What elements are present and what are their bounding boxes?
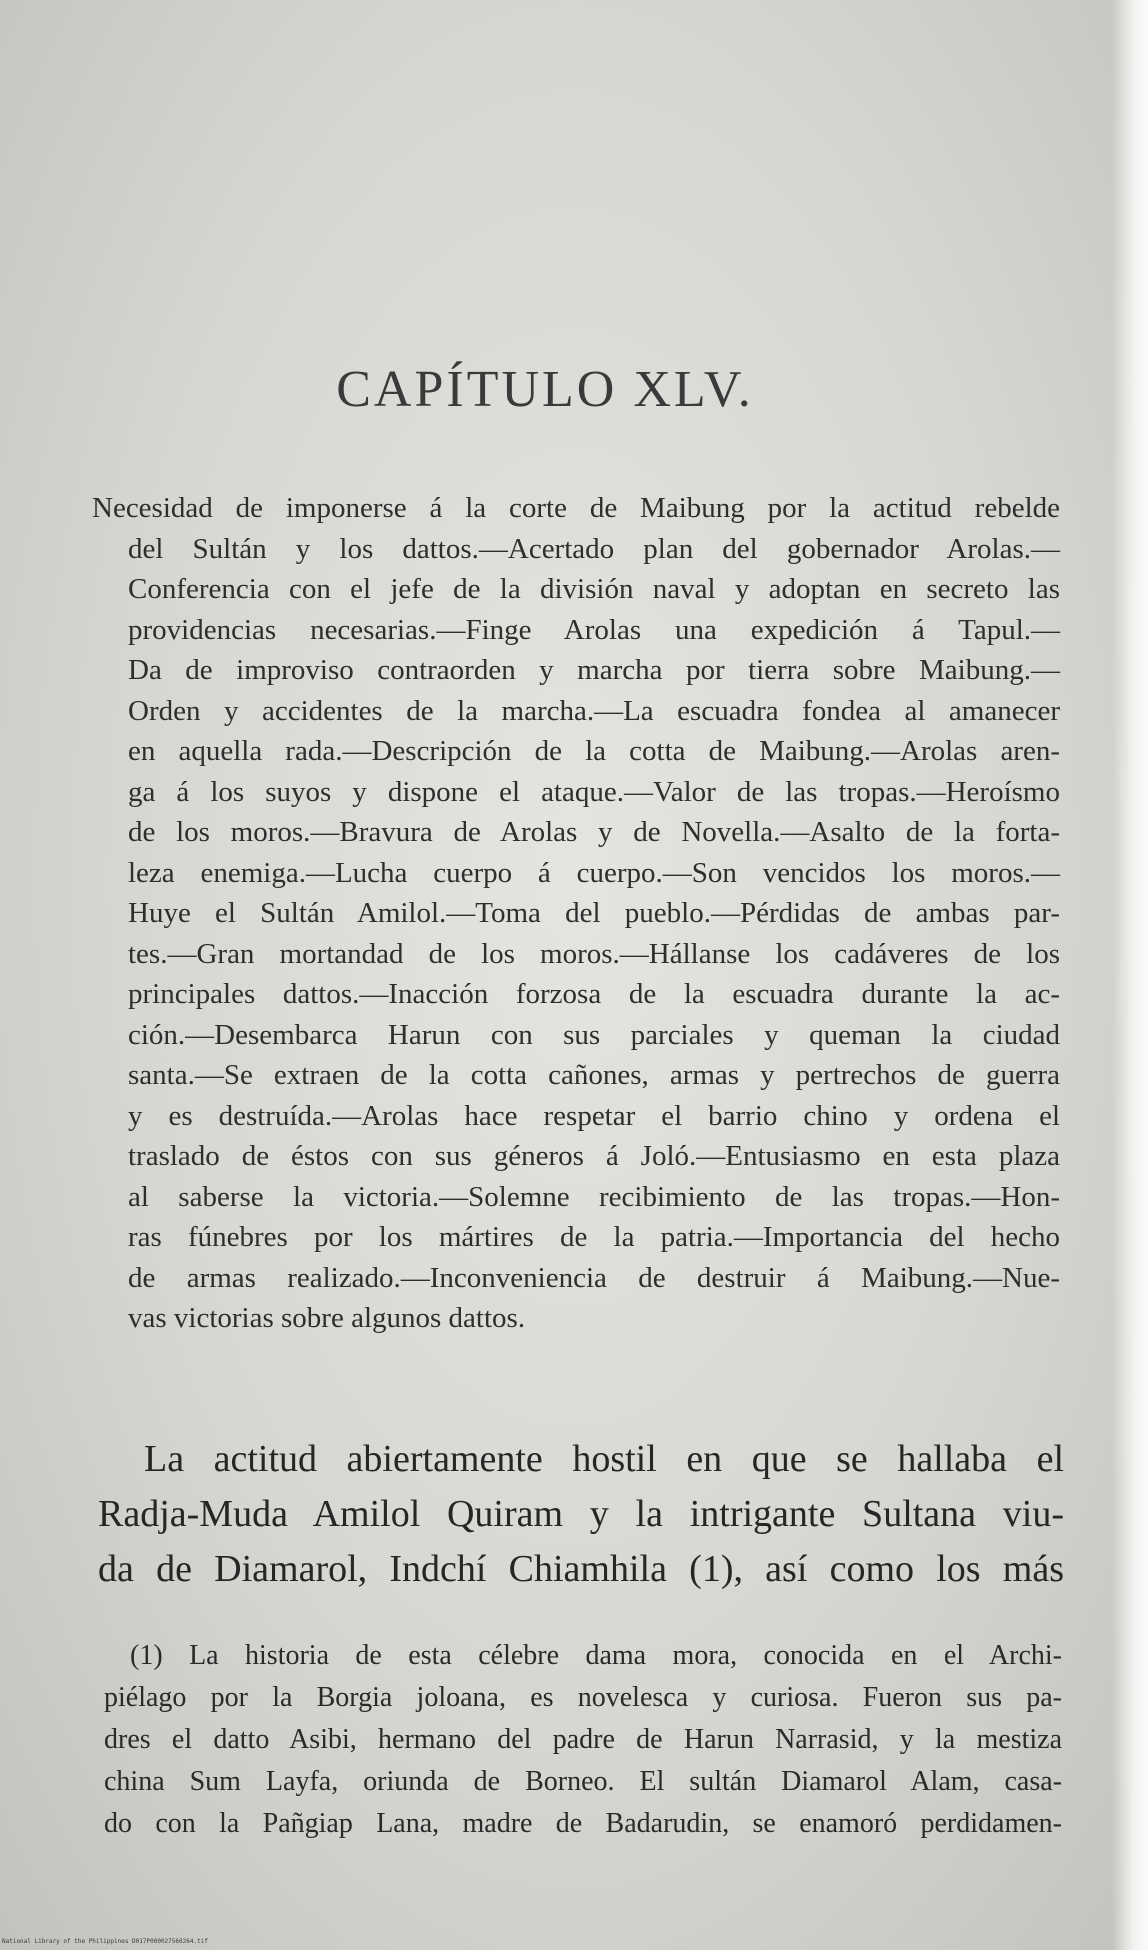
summary-line: ras fúnebres por los mártires de la patria.—Importancia del hecho: [128, 1221, 1060, 1253]
summary-line: del Sultán y los dattos.—Acertado plan del gobernador Arolas.—: [128, 532, 1060, 565]
footnote-line: piélago por la Borgia joloana, es novelesca y curiosa. Fueron sus pa-: [104, 1682, 1062, 1713]
summary-line: principales dattos.—Inacción forzosa de la escuadra durante la ac-: [128, 978, 1060, 1010]
scan-credit: National Library of the Philippines D017P000027560264.tif: [2, 1938, 208, 1945]
summary-line: Huye el Sultán Amilol.—Toma del pueblo.—Pérdidas de ambas par-: [128, 897, 1060, 929]
footnote-line: dres el datto Asibi, hermano del padre de Harun Narrasid, y la mestiza: [104, 1724, 1062, 1755]
body-line: La actitud abiertamente hostil en que se hallaba el: [144, 1438, 1064, 1480]
footnote-line: (1) La historia de esta célebre dama mora, conocida en el Archi-: [130, 1640, 1062, 1671]
summary-line: Orden y accidentes de la marcha.—La escuadra fondea al amanecer: [128, 694, 1060, 727]
summary-line: de armas realizado.—Inconveniencia de destruir á Maibung.—Nue-: [128, 1261, 1060, 1294]
footnote-line: china Sum Layfa, oriunda de Borneo. El sultán Diamarol Alam, casa-: [104, 1766, 1062, 1797]
summary-line: tes.—Gran mortandad de los moros.—Hállanse los cadáveres de los: [128, 937, 1060, 970]
summary-line: ción.—Desembarca Harun con sus parciales y queman la ciudad: [128, 1018, 1060, 1051]
footnote-line: do con la Pañgiap Lana, madre de Badarudin, se enamoró perdidamen-: [104, 1808, 1062, 1839]
body-line: Radja-Muda Amilol Quiram y la intrigante Sultana viu-: [98, 1493, 1064, 1535]
summary-line: Da de improviso contraorden y marcha por tierra sobre Maibung.—: [128, 654, 1060, 686]
footnote: [104, 1635, 1062, 1845]
summary-line: en aquella rada.—Descripción de la cotta de Maibung.—Arolas aren-: [128, 735, 1060, 767]
summary-line: leza enemiga.—Lucha cuerpo á cuerpo.—Son vencidos los moros.—: [128, 856, 1060, 889]
page-edge: [1112, 0, 1148, 1950]
chapter-summary: [92, 488, 1060, 1339]
summary-line: y es destruída.—Arolas hace respetar el barrio chino y ordena el: [128, 1099, 1060, 1132]
summary-line: ga á los suyos y dispone el ataque.—Valor de las tropas.—Heroísmo: [128, 775, 1060, 808]
summary-line: Necesidad de imponerse á la corte de Maibung por la actitud rebelde: [92, 492, 1060, 524]
summary-line: de los moros.—Bravura de Arolas y de Novella.—Asalto de la forta-: [128, 816, 1060, 848]
summary-line: Conferencia con el jefe de la división naval y adoptan en secreto las: [128, 573, 1060, 605]
summary-line: al saberse la victoria.—Solemne recibimiento de las tropas.—Hon-: [128, 1180, 1060, 1213]
summary-line: vas victorias sobre algunos dattos.: [128, 1302, 526, 1334]
chapter-title: CAPÍTULO XLV.: [336, 361, 754, 418]
summary-line: traslado de éstos con sus géneros á Joló.—Entusiasmo en esta plaza: [128, 1140, 1060, 1172]
body-line: da de Diamarol, Indchí Chiamhila (1), así como los más: [98, 1548, 1064, 1590]
summary-line: santa.—Se extraen de la cotta cañones, armas y pertrechos de guerra: [128, 1059, 1060, 1091]
body-paragraph: [98, 1432, 1064, 1597]
summary-line: providencias necesarias.—Finge Arolas una expedición á Tapul.—: [128, 613, 1060, 646]
